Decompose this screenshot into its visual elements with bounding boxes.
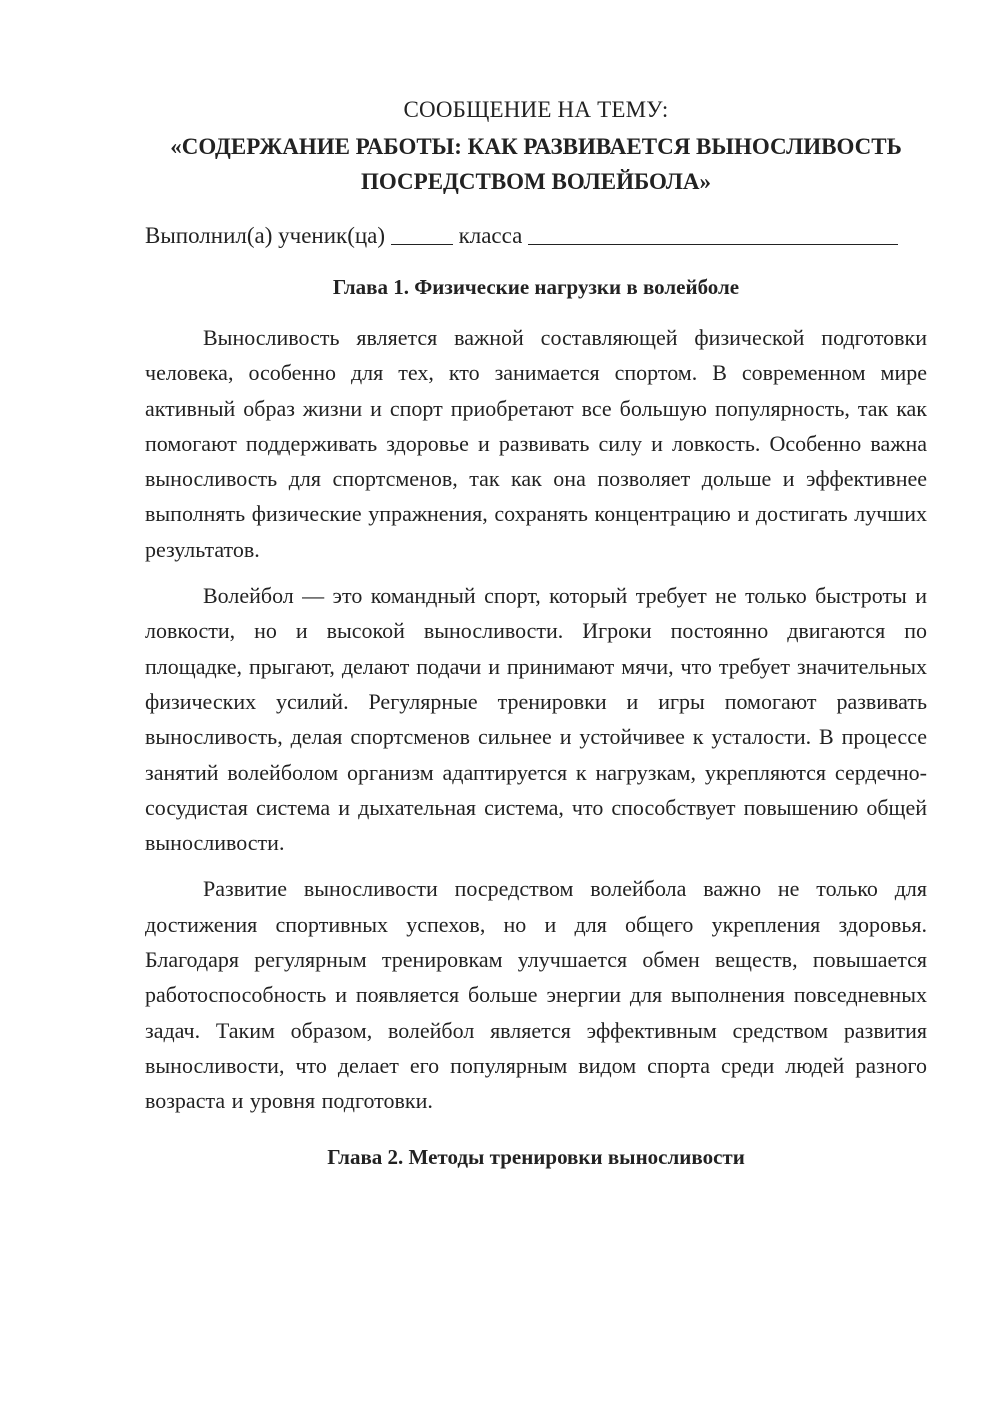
topic-title-line-1: «СОДЕРЖАНИЕ РАБОТЫ: КАК РАЗВИВАЕТСЯ ВЫНОСЛИВОСТЬ xyxy=(170,134,902,159)
author-class-word: класса xyxy=(458,223,523,248)
chapter-1-paragraph-2: Волейбол — это командный спорт, который требует не только быстроты и ловкости, но и высокой выносливости. Игроки постоянно двигаются по площадке, прыгают, делают подачи и принимают мячи, что требует значительных физических усилий. Регулярные тренировки и игры помогают развивать выносливость, делая спортсменов сильнее и устойчивее к усталости. В процессе занятий волейболом организм адаптируется к нагрузкам, укрепляются сердечно-сосудистая система и дыхательная система, что способствует повышению общей выносливости. xyxy=(145,583,927,856)
topic-title-line-2: ПОСРЕДСТВОМ ВОЛЕЙБОЛА» xyxy=(360,169,712,194)
document-page xyxy=(145,92,927,1172)
student-name-blank[interactable] xyxy=(528,221,898,245)
chapter-1-paragraph-1: Выносливость является важной составляющей физической подготовки человека, особенно для тех, кто занимается спортом. В современном мире активный образ жизни и спорт приобретают все большую популярность, так как помогают поддерживать здоровье и развивать силу и ловкость. Особенно важна выносливость для спортсменов, так как она позволяет дольше и эффективнее выполнять физические упражнения, сохранять концентрацию и достигать лучших результатов. xyxy=(145,325,927,562)
chapter-1-paragraph-3: Развитие выносливости посредством волейбола важно не только для достижения спортивных успехов, но и для общего укрепления здоровья. Благодаря регулярным тренировкам улучшается обмен веществ, повышается работоспособность и появляется больше энергии для выполнения повседневных задач. Таким образом, волейбол является эффективным средством развития выносливости, что делает его популярным видом спорта среди людей разного возраста и уровня подготовки. xyxy=(145,876,927,1114)
author-prefix: Выполнил(а) ученик(ца) xyxy=(145,223,386,248)
document-title: СООБЩЕНИЕ НА ТЕМУ: xyxy=(403,97,669,122)
chapter-2-heading: Глава 2. Методы тренировки выносливости xyxy=(327,1144,745,1169)
class-number-blank[interactable] xyxy=(391,221,453,245)
author-line xyxy=(145,218,927,253)
chapter-1-heading: Глава 1. Физические нагрузки в волейболе xyxy=(332,275,740,299)
